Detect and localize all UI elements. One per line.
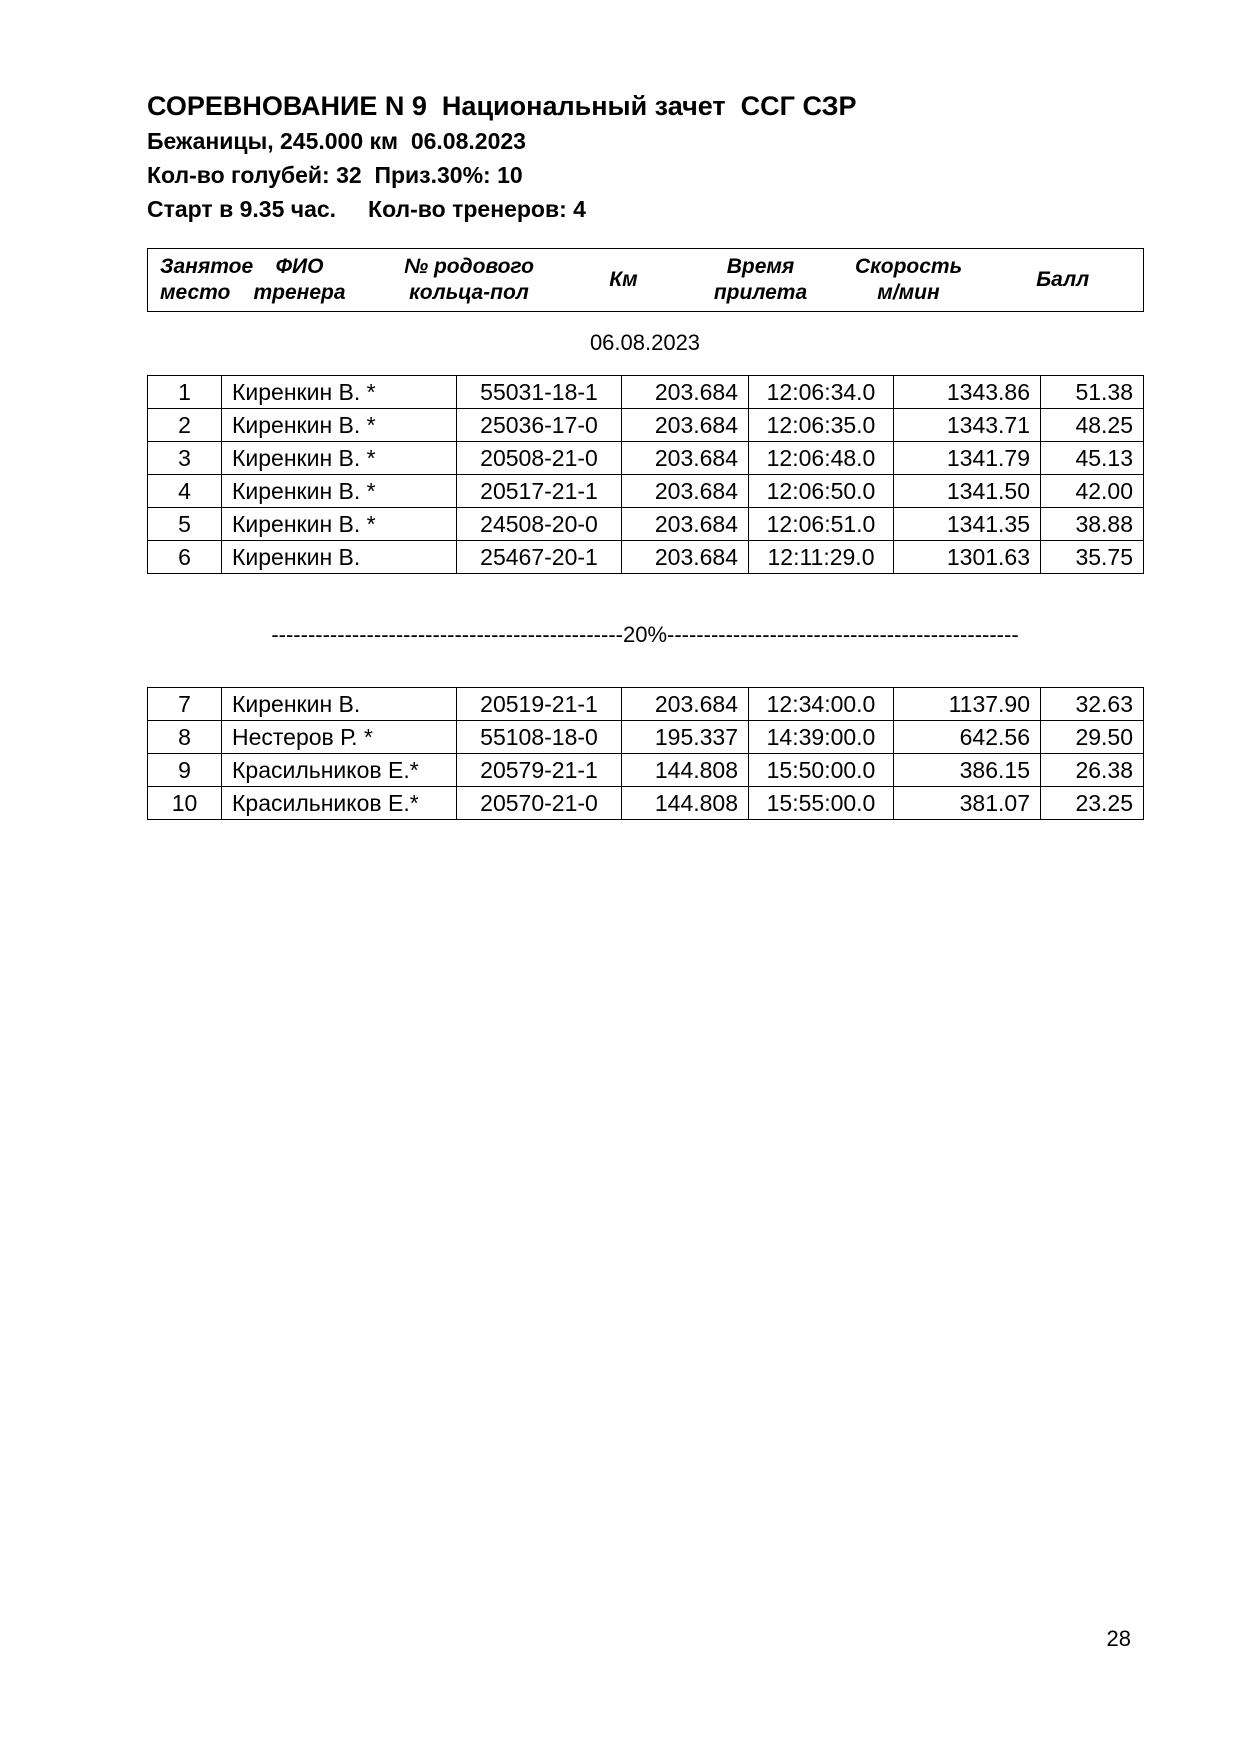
cell-ring: 55108-18-0 <box>457 721 622 754</box>
cell-time: 12:06:50.0 <box>749 475 894 508</box>
cell-ring: 20570-21-0 <box>457 787 622 820</box>
cell-speed: 1341.35 <box>894 508 1041 541</box>
cell-score: 51.38 <box>1041 376 1144 409</box>
cell-ring: 20508-21-0 <box>457 442 622 475</box>
cell-km: 195.337 <box>622 721 749 754</box>
cell-place: 5 <box>148 508 222 541</box>
cell-place: 1 <box>148 376 222 409</box>
cell-place: 7 <box>148 688 222 721</box>
cell-ring: 20519-21-1 <box>457 688 622 721</box>
cell-km: 203.684 <box>622 376 749 409</box>
cell-km: 203.684 <box>622 508 749 541</box>
cell-km: 203.684 <box>622 541 749 574</box>
cell-time: 12:06:48.0 <box>749 442 894 475</box>
results-table-top <box>147 375 1144 574</box>
cell-ring: 55031-18-1 <box>457 376 622 409</box>
cell-name: Киренкин В. * <box>222 475 457 508</box>
results-table-header <box>147 248 1144 312</box>
table-row <box>148 787 1144 820</box>
cell-name: Киренкин В. * <box>222 376 457 409</box>
cell-place: 2 <box>148 409 222 442</box>
competition-title: СОРЕВНОВАНИЕ N 9 Национальный зачет ССГ СЗР <box>147 91 857 121</box>
cell-km: 203.684 <box>622 688 749 721</box>
cell-score: 29.50 <box>1041 721 1144 754</box>
start-time-trainers: Старт в 9.35 час. Кол-во тренеров: 4 <box>147 196 586 222</box>
cell-time: 12:34:00.0 <box>749 688 894 721</box>
cell-name: Киренкин В. <box>222 688 457 721</box>
cell-km: 144.808 <box>622 754 749 787</box>
cell-km: 144.808 <box>622 787 749 820</box>
table-row <box>148 475 1144 508</box>
cell-name: Нестеров Р. * <box>222 721 457 754</box>
prize-separator: ------------------------------------------------20%------------------------------------------------ <box>271 622 1019 647</box>
cell-speed: 1341.50 <box>894 475 1041 508</box>
cell-name: Киренкин В. * <box>222 409 457 442</box>
cell-name: Киренкин В. <box>222 541 457 574</box>
cell-time: 15:55:00.0 <box>749 787 894 820</box>
table-row <box>148 688 1144 721</box>
table-row <box>148 721 1144 754</box>
table-row <box>148 442 1144 475</box>
col-header-km: Км <box>561 249 687 312</box>
cell-km: 203.684 <box>622 475 749 508</box>
cell-time: 12:06:51.0 <box>749 508 894 541</box>
cell-speed: 1301.63 <box>894 541 1041 574</box>
table-row <box>148 754 1144 787</box>
cell-place: 10 <box>148 787 222 820</box>
cell-speed: 1343.71 <box>894 409 1041 442</box>
cell-score: 42.00 <box>1041 475 1144 508</box>
cell-score: 23.25 <box>1041 787 1144 820</box>
cell-ring: 25467-20-1 <box>457 541 622 574</box>
cell-time: 12:06:34.0 <box>749 376 894 409</box>
results-table-bottom <box>147 687 1144 820</box>
table-row <box>148 409 1144 442</box>
cell-name: Киренкин В. * <box>222 508 457 541</box>
cell-ring: 24508-20-0 <box>457 508 622 541</box>
cell-ring: 20579-21-1 <box>457 754 622 787</box>
col-header-time: Время прилета <box>687 249 835 312</box>
cell-place: 9 <box>148 754 222 787</box>
cell-time: 12:11:29.0 <box>749 541 894 574</box>
cell-score: 35.75 <box>1041 541 1144 574</box>
cell-place: 6 <box>148 541 222 574</box>
cell-place: 3 <box>148 442 222 475</box>
cell-km: 203.684 <box>622 409 749 442</box>
table-row <box>148 508 1144 541</box>
cell-name: Красильников Е.* <box>222 787 457 820</box>
table-row <box>148 541 1144 574</box>
cell-name: Красильников Е.* <box>222 754 457 787</box>
cell-speed: 381.07 <box>894 787 1041 820</box>
col-header-place: Занятое место <box>148 249 222 312</box>
cell-score: 38.88 <box>1041 508 1144 541</box>
page-number: 28 <box>1106 1626 1131 1651</box>
cell-time: 14:39:00.0 <box>749 721 894 754</box>
pigeon-count-prize: Кол-во голубей: 32 Приз.30%: 10 <box>147 162 523 188</box>
table-row <box>148 376 1144 409</box>
cell-ring: 20517-21-1 <box>457 475 622 508</box>
cell-score: 26.38 <box>1041 754 1144 787</box>
cell-speed: 1137.90 <box>894 688 1041 721</box>
report-header <box>147 88 857 226</box>
col-header-ring: № родового кольца-пол <box>378 249 561 312</box>
cell-time: 12:06:35.0 <box>749 409 894 442</box>
cell-name: Киренкин В. * <box>222 442 457 475</box>
cell-speed: 642.56 <box>894 721 1041 754</box>
cell-score: 45.13 <box>1041 442 1144 475</box>
cell-speed: 1341.79 <box>894 442 1041 475</box>
cell-speed: 1343.86 <box>894 376 1041 409</box>
cell-place: 8 <box>148 721 222 754</box>
location-distance-date: Бежаницы, 245.000 км 06.08.2023 <box>147 128 526 154</box>
cell-speed: 386.15 <box>894 754 1041 787</box>
cell-score: 32.63 <box>1041 688 1144 721</box>
col-header-speed: Скорость м/мин <box>835 249 983 312</box>
col-header-name: ФИО тренера <box>222 249 378 312</box>
cell-ring: 25036-17-0 <box>457 409 622 442</box>
cell-km: 203.684 <box>622 442 749 475</box>
cell-time: 15:50:00.0 <box>749 754 894 787</box>
race-date-label: 06.08.2023 <box>589 330 701 355</box>
cell-place: 4 <box>148 475 222 508</box>
col-header-score: Балл <box>983 249 1144 312</box>
cell-score: 48.25 <box>1041 409 1144 442</box>
